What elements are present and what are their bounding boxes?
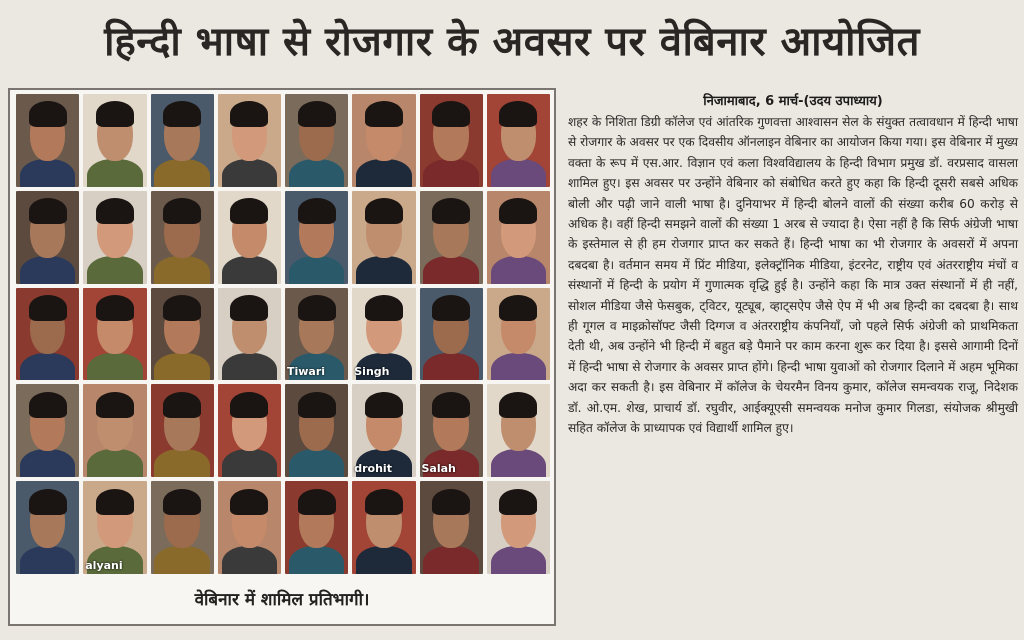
- headline: हिन्दी भाषा से रोजगार के अवसर पर वेबिनार आयोजित: [104, 19, 920, 65]
- participant-tile: [352, 384, 415, 477]
- participant-tile: [151, 384, 214, 477]
- participant-tile: [16, 191, 79, 284]
- participant-tile: [218, 384, 281, 477]
- participant-tile: [487, 481, 550, 574]
- participant-tile: [420, 191, 483, 284]
- article: [568, 93, 1018, 613]
- participant-tile: [83, 191, 146, 284]
- participant-tile: [218, 191, 281, 284]
- participant-tile: [218, 288, 281, 381]
- participant-tile: [16, 288, 79, 381]
- participant-tile: [487, 288, 550, 381]
- participant-tile: [352, 94, 415, 187]
- participant-tile: [83, 481, 146, 574]
- participant-tile: [420, 481, 483, 574]
- participant-tile: [83, 94, 146, 187]
- participant-tile: [16, 94, 79, 187]
- participant-tile: [487, 94, 550, 187]
- participant-name-label: Tiwari: [287, 365, 326, 379]
- participant-tile: [83, 288, 146, 381]
- participant-tile: [352, 481, 415, 574]
- participant-tile: [285, 94, 348, 187]
- participant-tile: [151, 288, 214, 381]
- participant-tile: [285, 191, 348, 284]
- participant-tile: [420, 288, 483, 381]
- participant-tile: [16, 384, 79, 477]
- dateline: निजामाबाद, 6 मार्च-(उदय उपाध्याय): [703, 94, 883, 109]
- participants-grid: [16, 94, 550, 574]
- participant-tile: [151, 94, 214, 187]
- participant-tile: [352, 191, 415, 284]
- participant-tile: [420, 94, 483, 187]
- photo-caption: वेबिनार में शामिल प्रतिभागी।: [194, 590, 370, 610]
- participant-tile: [16, 481, 79, 574]
- participant-name-label: Singh: [354, 365, 390, 379]
- participant-name-label: Salah: [421, 462, 456, 476]
- article-body: शहर के निशिता डिग्री कॉलेज एवं आंतरिक गुणवत्ता आश्वासन सेल के संयुक्त तत्वावधान में हिन्दी भाषा से रोजगार के अवसर पर एक दिवसीय ऑनलाइन वेबिनार का आयोजन किया गया। इस वेबिनार में मुख्य वक्ता के रूप में एस.आर. विज्ञान एवं कला विश्वविद्यालय के हिन्दी विभाग प्रमुख डॉ. वरप्रसाद वासला शामिल हुए। इस अवसर पर उन्होंने वेबिनार को संबोधित करते हुए कहा कि हिन्दी दूसरी सबसे अधिक बोली और पढ़ी जाने वाली भाषा है। दुनियाभर में हिन्दी बोलने वालों की संख्या करीब 60 करोड़ से अधिक है। वहीं हिन्दी समझने वालों की संख्या 1 अरब से ज्यादा है। ऐसा नहीं है कि सिर्फ अंग्रेजी भाषा के इस्तेमाल से ही हम रोजगार प्राप्त कर सकते हैं। हिन्दी भाषा का भी रोजगार के अवसरों में अपना दबदबा है। वर्तमान समय में प्रिंट मीडिया, इलेक्ट्रॉनिक मीडिया, इंटरनेट, राष्ट्रीय एवं अंतरराष्ट्रीय मंचों व संस्थानों में हिन्दी के प्रयोग में गुणात्मक वृद्धि हुई है। उन्होंने कहा कि मात्र उक्त संस्थानों में ही नहीं, सोशल मीडिया जैसे फेसबुक, ट्विटर, यूट्यूब, व्हाट्सऐप जैसे ऐप में भी अब हिन्दी का दबदबा है। साथ ही गूगल व माइक्रोसॉफ्ट जैसी दिग्गज व अंतरराष्ट्रीय कंपनियाँ, जो पहले सिर्फ अंग्रेजी को प्राथमिकता देती थी, अब उन्होंने भी हिन्दी में बहुत बड़े पैमाने पर काम करना शुरू कर दिया है। इससे आगामी दिनों में हिन्दी भाषा से रोजगार के अवसर प्राप्त होंगे। हिन्दी भाषा युवाओं को रोजगार दिलाने में अहम भूमिका अदा कर सकती है। इस वेबिनार में कॉलेज के चेयरमैन विनय कुमार, कॉलेज समन्वयक राजू, निदेशक डॉ. ओ.एम. शेख, प्राचार्य डॉ. रघुवीर, आईक्यूएसी समन्वयक मनोज कुमार गिलडा, संयोजक श्रीमुखी सहित कॉलेज के प्राध्यापक एवं विद्यार्थी शामिल हुए।: [568, 115, 1018, 436]
- participant-tile: [352, 288, 415, 381]
- participants-photo: [8, 88, 556, 626]
- participant-name-label: drohit: [354, 462, 392, 476]
- participant-tile: [420, 384, 483, 477]
- participant-name-label: alyani: [85, 559, 123, 572]
- participant-tile: [285, 288, 348, 381]
- participant-tile: [285, 481, 348, 574]
- participant-tile: [218, 94, 281, 187]
- participant-tile: [151, 191, 214, 284]
- participant-tile: [487, 384, 550, 477]
- participant-tile: [285, 384, 348, 477]
- participant-tile: [487, 191, 550, 284]
- participant-tile: [83, 384, 146, 477]
- participant-tile: [218, 481, 281, 574]
- participant-tile: [151, 481, 214, 574]
